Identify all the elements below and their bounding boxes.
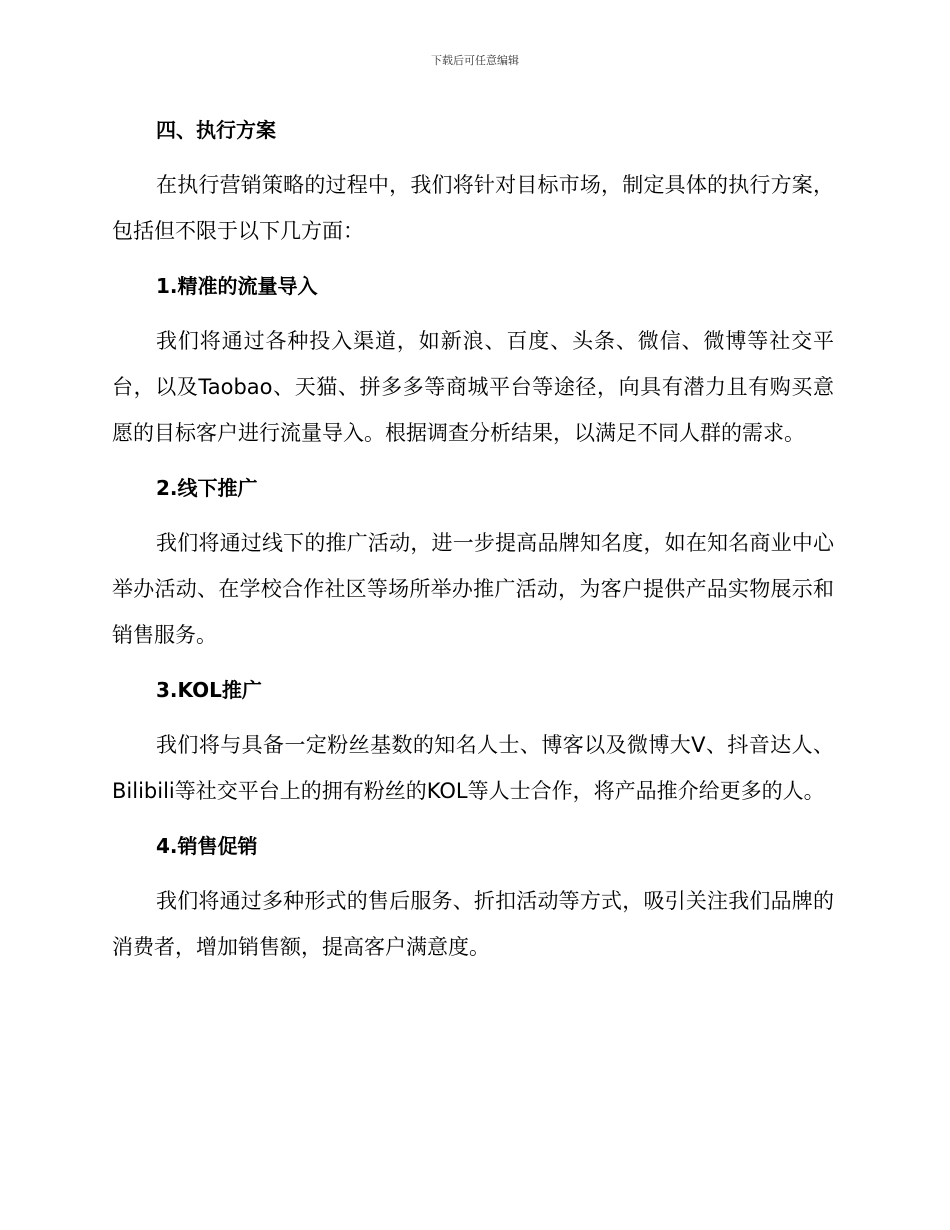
spacer	[112, 150, 834, 162]
section-title: 四、执行方案	[156, 118, 276, 142]
spacer	[112, 866, 834, 878]
spacer	[112, 814, 834, 826]
item-heading: 3.KOL推广	[156, 678, 262, 702]
item-body: 我们将通过多种形式的售后服务、折扣活动等方式，吸引关注我们品牌的消费者，增加销售额，提高客户满意度。	[112, 889, 834, 959]
item-heading: 2.线下推广	[156, 476, 258, 500]
spacer	[112, 456, 834, 468]
spacer	[112, 710, 834, 722]
spacer	[112, 658, 834, 670]
item-body: 我们将与具备一定粉丝基数的知名人士、博客以及微博大V、抖音达人、Bilibili等社交平台上的拥有粉丝的KOL等人士合作，将产品推介给更多的人。	[112, 733, 834, 803]
document-body	[112, 110, 834, 970]
item-heading: 4.销售促销	[156, 834, 258, 858]
item-heading: 1.精准的流量导入	[156, 274, 318, 298]
item-body: 我们将通过各种投入渠道，如新浪、百度、头条、微信、微博等社交平台，以及Taobao、天猫、拼多多等商城平台等途径，向具有潜力且有购买意愿的目标客户进行流量导入。根据调查分析结果，以满足不同人群的需求。	[112, 329, 834, 445]
spacer	[112, 508, 834, 520]
item-body: 我们将通过线下的推广活动，进一步提高品牌知名度，如在知名商业中心举办活动、在学校合作社区等场所举办推广活动，为客户提供产品实物展示和销售服务。	[112, 531, 834, 647]
page-header-note: 下载后可任意编辑	[431, 54, 519, 67]
spacer	[112, 306, 834, 318]
section-intro: 在执行营销策略的过程中，我们将针对目标市场，制定具体的执行方案，包括但不限于以下几方面：	[112, 173, 834, 243]
spacer	[112, 254, 834, 266]
